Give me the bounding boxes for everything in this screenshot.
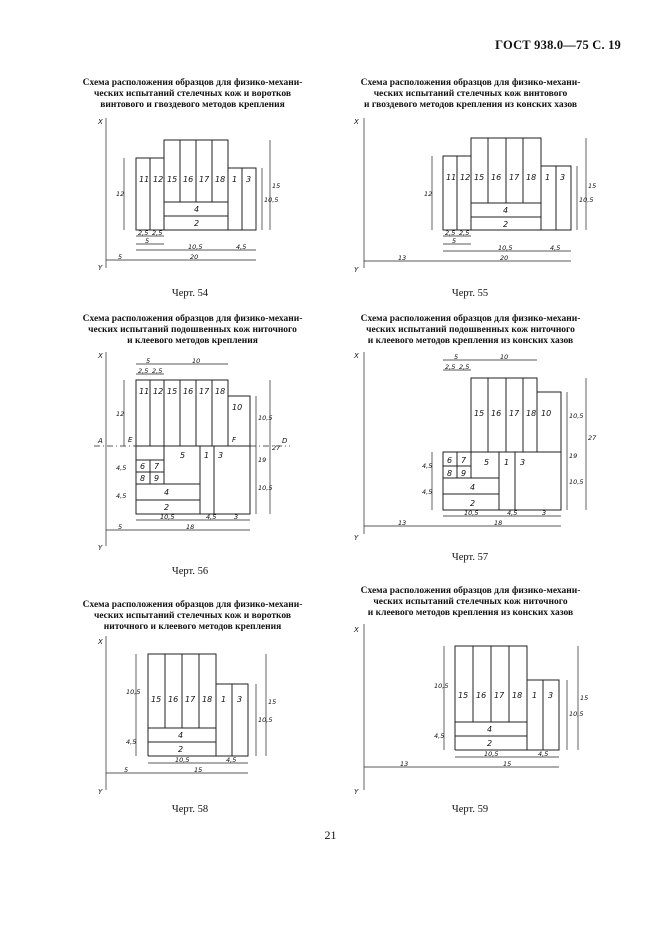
cell-label: 2 <box>487 739 493 748</box>
dim-label: 5 <box>145 237 150 245</box>
cell-label: 15 <box>151 695 162 704</box>
figure-label-59: Черт. 59 <box>451 804 489 815</box>
cell-label: 17 <box>199 387 210 396</box>
axis-x-label: X <box>354 118 359 126</box>
dim-label: 4,5 <box>126 738 137 746</box>
axis-label: A <box>98 437 103 445</box>
caption-fig-57: Схема расположения образцов для физико-механи- ческих испытаний подошвенных кож ниточного и клеевого методов крепления из конских хазов <box>360 314 581 346</box>
dim-label: 10,5 <box>498 244 513 252</box>
cell-label: 1 <box>232 175 238 184</box>
caption-fig-59: Схема расположения образцов для физико-механи- ческих испытаний стелечных кож ниточного и клеевого методов крепления из конских хазов <box>360 586 581 618</box>
cell-label: 16 <box>168 695 179 704</box>
cell-label: 12 <box>153 175 164 184</box>
dim-label: 4,5 <box>206 513 217 521</box>
dim-label: 10,5 <box>258 414 273 422</box>
cell-label: 18 <box>526 173 537 182</box>
dim-label: 10 <box>500 353 509 361</box>
cell-label: 8 <box>140 474 146 483</box>
cell-label: 10 <box>232 403 243 412</box>
dim-label: 3 <box>234 513 239 521</box>
dim-label: 5 <box>124 766 129 774</box>
cell-label: 17 <box>185 695 196 704</box>
figure-label-55: Черт. 55 <box>451 288 489 299</box>
cell-label: 17 <box>509 409 520 418</box>
axis-y-label: Y <box>354 788 359 796</box>
dim-label: 15 <box>580 694 589 702</box>
dim-label: 4,5 <box>422 462 433 470</box>
cell-label: 1 <box>204 451 210 460</box>
axis-label: E <box>128 436 133 444</box>
axis-x-label: X <box>98 352 103 360</box>
dim-label: 27 <box>588 434 597 442</box>
dim-label: 12 <box>116 190 125 198</box>
dim-label: 5 <box>452 237 457 245</box>
cell-label: 3 <box>520 458 526 467</box>
dim-label: 5 <box>118 523 123 531</box>
axis-x-label: X <box>354 352 359 360</box>
dim-label: 10,5 <box>579 196 594 204</box>
dim-label: 2,5 <box>445 363 456 371</box>
cell-label: 3 <box>218 451 224 460</box>
axis-x-label: X <box>354 626 359 634</box>
axis-x-label: X <box>98 118 103 126</box>
cell-label: 4 <box>164 488 170 497</box>
dim-label: 2,5 <box>445 229 456 237</box>
axis-x-label: X <box>98 638 103 646</box>
dim-label: 10 <box>192 357 201 365</box>
cell-label: 3 <box>246 175 252 184</box>
cell-label: 2 <box>503 220 509 229</box>
cell-label: 16 <box>183 387 194 396</box>
dim-label: 15 <box>588 182 597 190</box>
cell-label: 2 <box>178 745 184 754</box>
dim-label: 5 <box>454 353 459 361</box>
dim-label: 18 <box>494 519 503 527</box>
cell-label: 8 <box>447 469 453 478</box>
cell-label: 3 <box>237 695 243 704</box>
figure-label-58: Черт. 58 <box>171 804 209 815</box>
cell-label: 10 <box>541 409 552 418</box>
caption-fig-54: Схема расположения образцов для физико-механи- ческих испытаний стелечных кож и воротков винтового и гвоздевого методов крепления <box>82 78 303 110</box>
dim-label: 15 <box>268 698 277 706</box>
caption-fig-55: Схема расположения образцов для физико-механи- ческих испытаний стелечных кож винтового и гвоздевого методов крепления из конских хазов <box>360 78 581 110</box>
caption-fig-58: Схема расположения образцов для физико-механи- ческих испытаний стелечных кож и воротков ниточного и клеевого методов крепления <box>82 600 303 632</box>
dim-label: 19 <box>258 456 267 464</box>
cell-label: 17 <box>509 173 520 182</box>
cell-label: 7 <box>154 462 160 471</box>
dim-label: 12 <box>424 190 433 198</box>
figure-label-57: Черт. 57 <box>451 552 489 563</box>
dim-label: 20 <box>190 253 199 261</box>
axis-y-label: Y <box>98 544 103 552</box>
cell-label: 18 <box>202 695 213 704</box>
dim-label: 4,5 <box>116 464 127 472</box>
dim-label: 15 <box>503 760 512 768</box>
dim-label: 2,5 <box>459 229 470 237</box>
cell-label: 15 <box>167 175 178 184</box>
cell-label: 18 <box>215 175 226 184</box>
cell-label: 3 <box>560 173 566 182</box>
cell-label: 1 <box>504 458 510 467</box>
cell-label: 4 <box>503 206 509 215</box>
cell-label: 16 <box>491 409 502 418</box>
cell-label: 11 <box>139 387 150 396</box>
dim-label: 2,5 <box>152 367 163 375</box>
dim-label: 12 <box>116 410 125 418</box>
page-header: ГОСТ 938.0—75 С. 19 <box>495 38 621 52</box>
dim-label: 4,5 <box>507 509 518 517</box>
cell-label: 6 <box>447 456 453 465</box>
dim-label: 20 <box>500 254 509 262</box>
cell-label: 15 <box>474 173 485 182</box>
dim-label: 4,5 <box>550 244 561 252</box>
dim-label: 10,5 <box>258 484 273 492</box>
cell-label: 18 <box>526 409 537 418</box>
dim-label: 10,5 <box>484 750 499 758</box>
cell-label: 12 <box>460 173 471 182</box>
cell-label: 12 <box>153 387 164 396</box>
axis-label: D <box>282 437 288 445</box>
figure-label-54: Черт. 54 <box>171 288 209 299</box>
dim-label: 2,5 <box>459 363 470 371</box>
dim-label: 10,5 <box>569 710 584 718</box>
dim-label: 2,5 <box>138 229 149 237</box>
cell-label: 16 <box>491 173 502 182</box>
cell-label: 9 <box>461 469 467 478</box>
dim-label: 13 <box>398 254 407 262</box>
dim-label: 19 <box>569 452 578 460</box>
cell-label: 1 <box>532 691 538 700</box>
cell-label: 4 <box>487 725 493 734</box>
cell-label: 7 <box>461 456 467 465</box>
dim-label: 18 <box>186 523 195 531</box>
dim-label: 4,5 <box>434 732 445 740</box>
dim-label: 4,5 <box>422 488 433 496</box>
dim-label: 13 <box>398 519 407 527</box>
dim-label: 10,5 <box>569 478 584 486</box>
cell-label: 2 <box>470 499 476 508</box>
dim-label: 10,5 <box>126 688 141 696</box>
dim-label: 4,5 <box>226 756 237 764</box>
dim-label: 13 <box>400 760 409 768</box>
dim-label: 15 <box>272 182 281 190</box>
cell-label: 2 <box>194 219 200 228</box>
dim-label: 10,5 <box>258 716 273 724</box>
cell-label: 1 <box>545 173 551 182</box>
cell-label: 15 <box>474 409 485 418</box>
dim-label: 10,5 <box>160 513 175 521</box>
cell-label: 4 <box>178 731 184 740</box>
figure-label-56: Черт. 56 <box>171 566 209 577</box>
dim-label: 27 <box>272 444 281 452</box>
dim-label: 10,5 <box>188 243 203 251</box>
cell-label: 11 <box>139 175 150 184</box>
axis-label: F <box>232 436 237 444</box>
cell-label: 17 <box>199 175 210 184</box>
dim-label: 2,5 <box>152 229 163 237</box>
cell-label: 17 <box>494 691 505 700</box>
dim-label: 10,5 <box>434 682 449 690</box>
dim-label: 5 <box>118 253 123 261</box>
cell-label: 9 <box>154 474 160 483</box>
dim-label: 10,5 <box>569 412 584 420</box>
cell-label: 18 <box>512 691 523 700</box>
dim-label: 4,5 <box>538 750 549 758</box>
dim-label: 3 <box>542 509 547 517</box>
cell-label: 3 <box>548 691 554 700</box>
dim-label: 5 <box>146 357 151 365</box>
dim-label: 10,5 <box>464 509 479 517</box>
dim-label: 10,5 <box>175 756 190 764</box>
cell-label: 5 <box>484 458 490 467</box>
cell-label: 16 <box>476 691 487 700</box>
axis-y-label: Y <box>354 534 359 542</box>
cell-label: 5 <box>180 451 186 460</box>
cell-label: 1 <box>221 695 227 704</box>
cell-label: 18 <box>215 387 226 396</box>
cell-label: 2 <box>164 503 170 512</box>
cell-label: 16 <box>183 175 194 184</box>
axis-y-label: Y <box>98 264 103 272</box>
page-number: 21 <box>324 828 337 842</box>
dim-label: 10,5 <box>264 196 279 204</box>
cell-label: 15 <box>458 691 469 700</box>
cell-label: 6 <box>140 462 146 471</box>
axis-y-label: Y <box>354 266 359 274</box>
cell-label: 4 <box>194 205 200 214</box>
cell-label: 4 <box>470 483 476 492</box>
cell-label: 15 <box>167 387 178 396</box>
dim-label: 4,5 <box>236 243 247 251</box>
cell-label: 11 <box>446 173 457 182</box>
dim-label: 2,5 <box>138 367 149 375</box>
axis-y-label: Y <box>98 788 103 796</box>
dim-label: 4,5 <box>116 492 127 500</box>
dim-label: 15 <box>194 766 203 774</box>
caption-fig-56: Схема расположения образцов для физико-механи- ческих испытаний подошвенных кож ниточного и клеевого методов крепления <box>82 314 303 346</box>
